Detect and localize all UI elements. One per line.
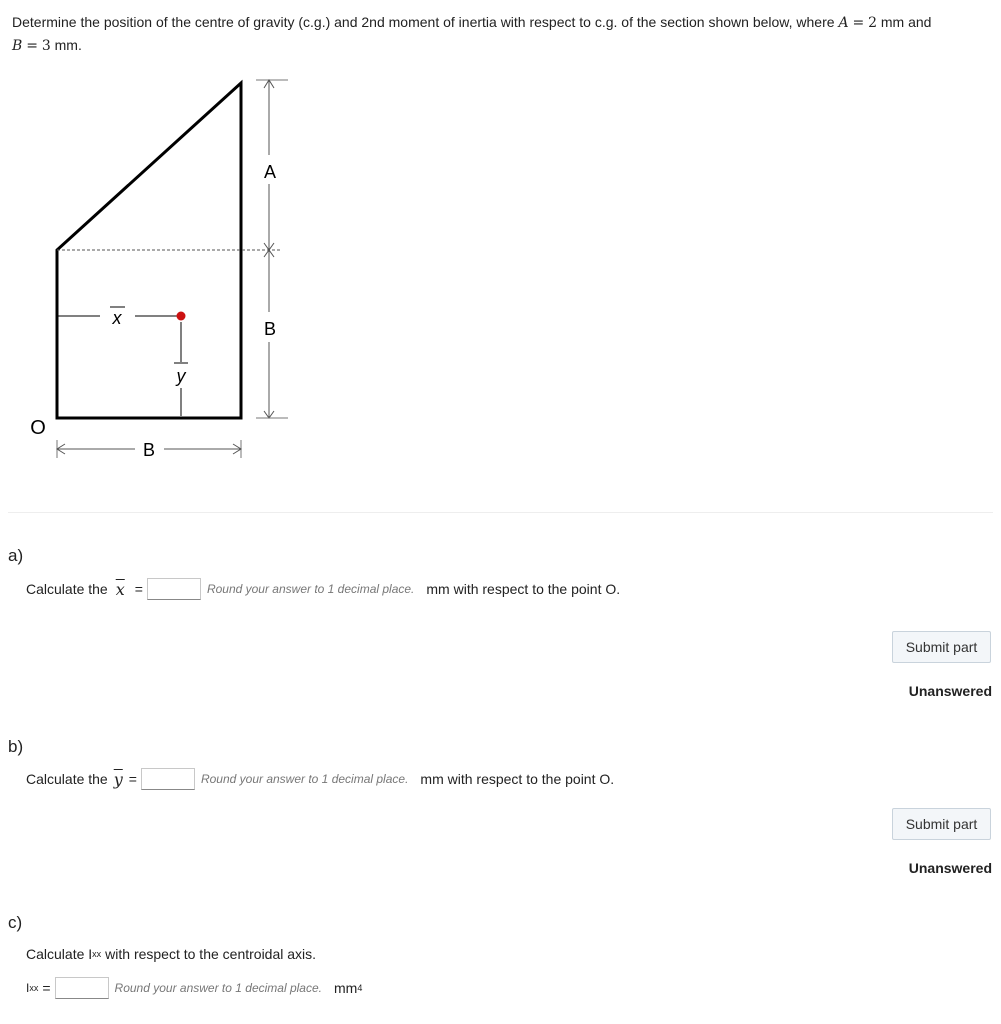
part-b-submit-button[interactable]: Submit part (892, 808, 991, 840)
part-b-answer-input[interactable] (141, 768, 195, 790)
part-a-xbar: $\overline{x}$ (115, 579, 125, 599)
part-b-prompt: Calculate the (26, 771, 108, 787)
ybar-label: y (176, 366, 186, 386)
part-a-row (26, 578, 620, 600)
centroid-dot (177, 312, 186, 321)
part-a-status: Unanswered (908, 683, 992, 699)
part-c-var-sub: xx (29, 983, 39, 993)
part-b-hint: Round your answer to 1 decimal place. (200, 772, 409, 786)
part-c-prompt-after: with respect to the centroidal axis. (105, 946, 317, 962)
part-c-row (26, 977, 362, 999)
part-b-ybar: $\overline{y}$ (113, 769, 123, 789)
part-a-answer-input[interactable] (147, 578, 201, 600)
part-c-unit-sup: 4 (357, 983, 363, 993)
part-b-equals: = (128, 771, 137, 787)
part-c-equals: = (42, 980, 51, 996)
section-divider (8, 512, 993, 513)
xbar-label: x (112, 308, 122, 328)
part-a-prompt: Calculate the (26, 581, 108, 597)
question-intro: Determine the position of the centre of gravity (c.g.) and 2nd moment of inertia with respect to c.g. of the section shown below, where (12, 14, 835, 30)
equals-a: = (852, 15, 865, 31)
part-a-hint: Round your answer to 1 decimal place. (206, 582, 415, 596)
part-b-status: Unanswered (908, 860, 992, 876)
value-b: 3 (41, 38, 51, 54)
unit-end: mm. (54, 37, 82, 53)
part-a-submit-button[interactable]: Submit part (892, 631, 991, 663)
part-c-hint: Round your answer to 1 decimal place. (114, 981, 322, 995)
dim-label-b-horizontal: B (142, 440, 156, 460)
part-c-letter: c) (8, 913, 23, 932)
var-a: A (838, 15, 849, 31)
part-c-answer-input[interactable] (55, 977, 109, 999)
dim-label-a: A (263, 162, 277, 182)
part-b-unit: mm with respect to the point O. (420, 771, 615, 787)
part-b-letter: b) (8, 737, 24, 756)
part-a-letter: a) (8, 546, 24, 565)
var-b: B (12, 38, 23, 54)
origin-label: O (30, 417, 46, 439)
dim-label-b-vertical: B (263, 319, 277, 339)
part-c-prompt-row (26, 946, 316, 962)
value-a: 2 (868, 15, 877, 31)
part-c-prompt-before: Calculate I (26, 946, 93, 962)
part-b-row (26, 768, 614, 790)
section-figure (0, 60, 320, 480)
part-a-unit: mm with respect to the point O. (426, 581, 621, 597)
part-c-var: I (26, 981, 30, 995)
equals-b: = (26, 38, 38, 54)
part-c-prompt-sub: xx (92, 949, 102, 959)
part-a-equals: = (134, 581, 143, 597)
unit-and: mm and (880, 14, 932, 30)
part-c-unit: mm (333, 980, 358, 996)
question-text (12, 11, 987, 57)
